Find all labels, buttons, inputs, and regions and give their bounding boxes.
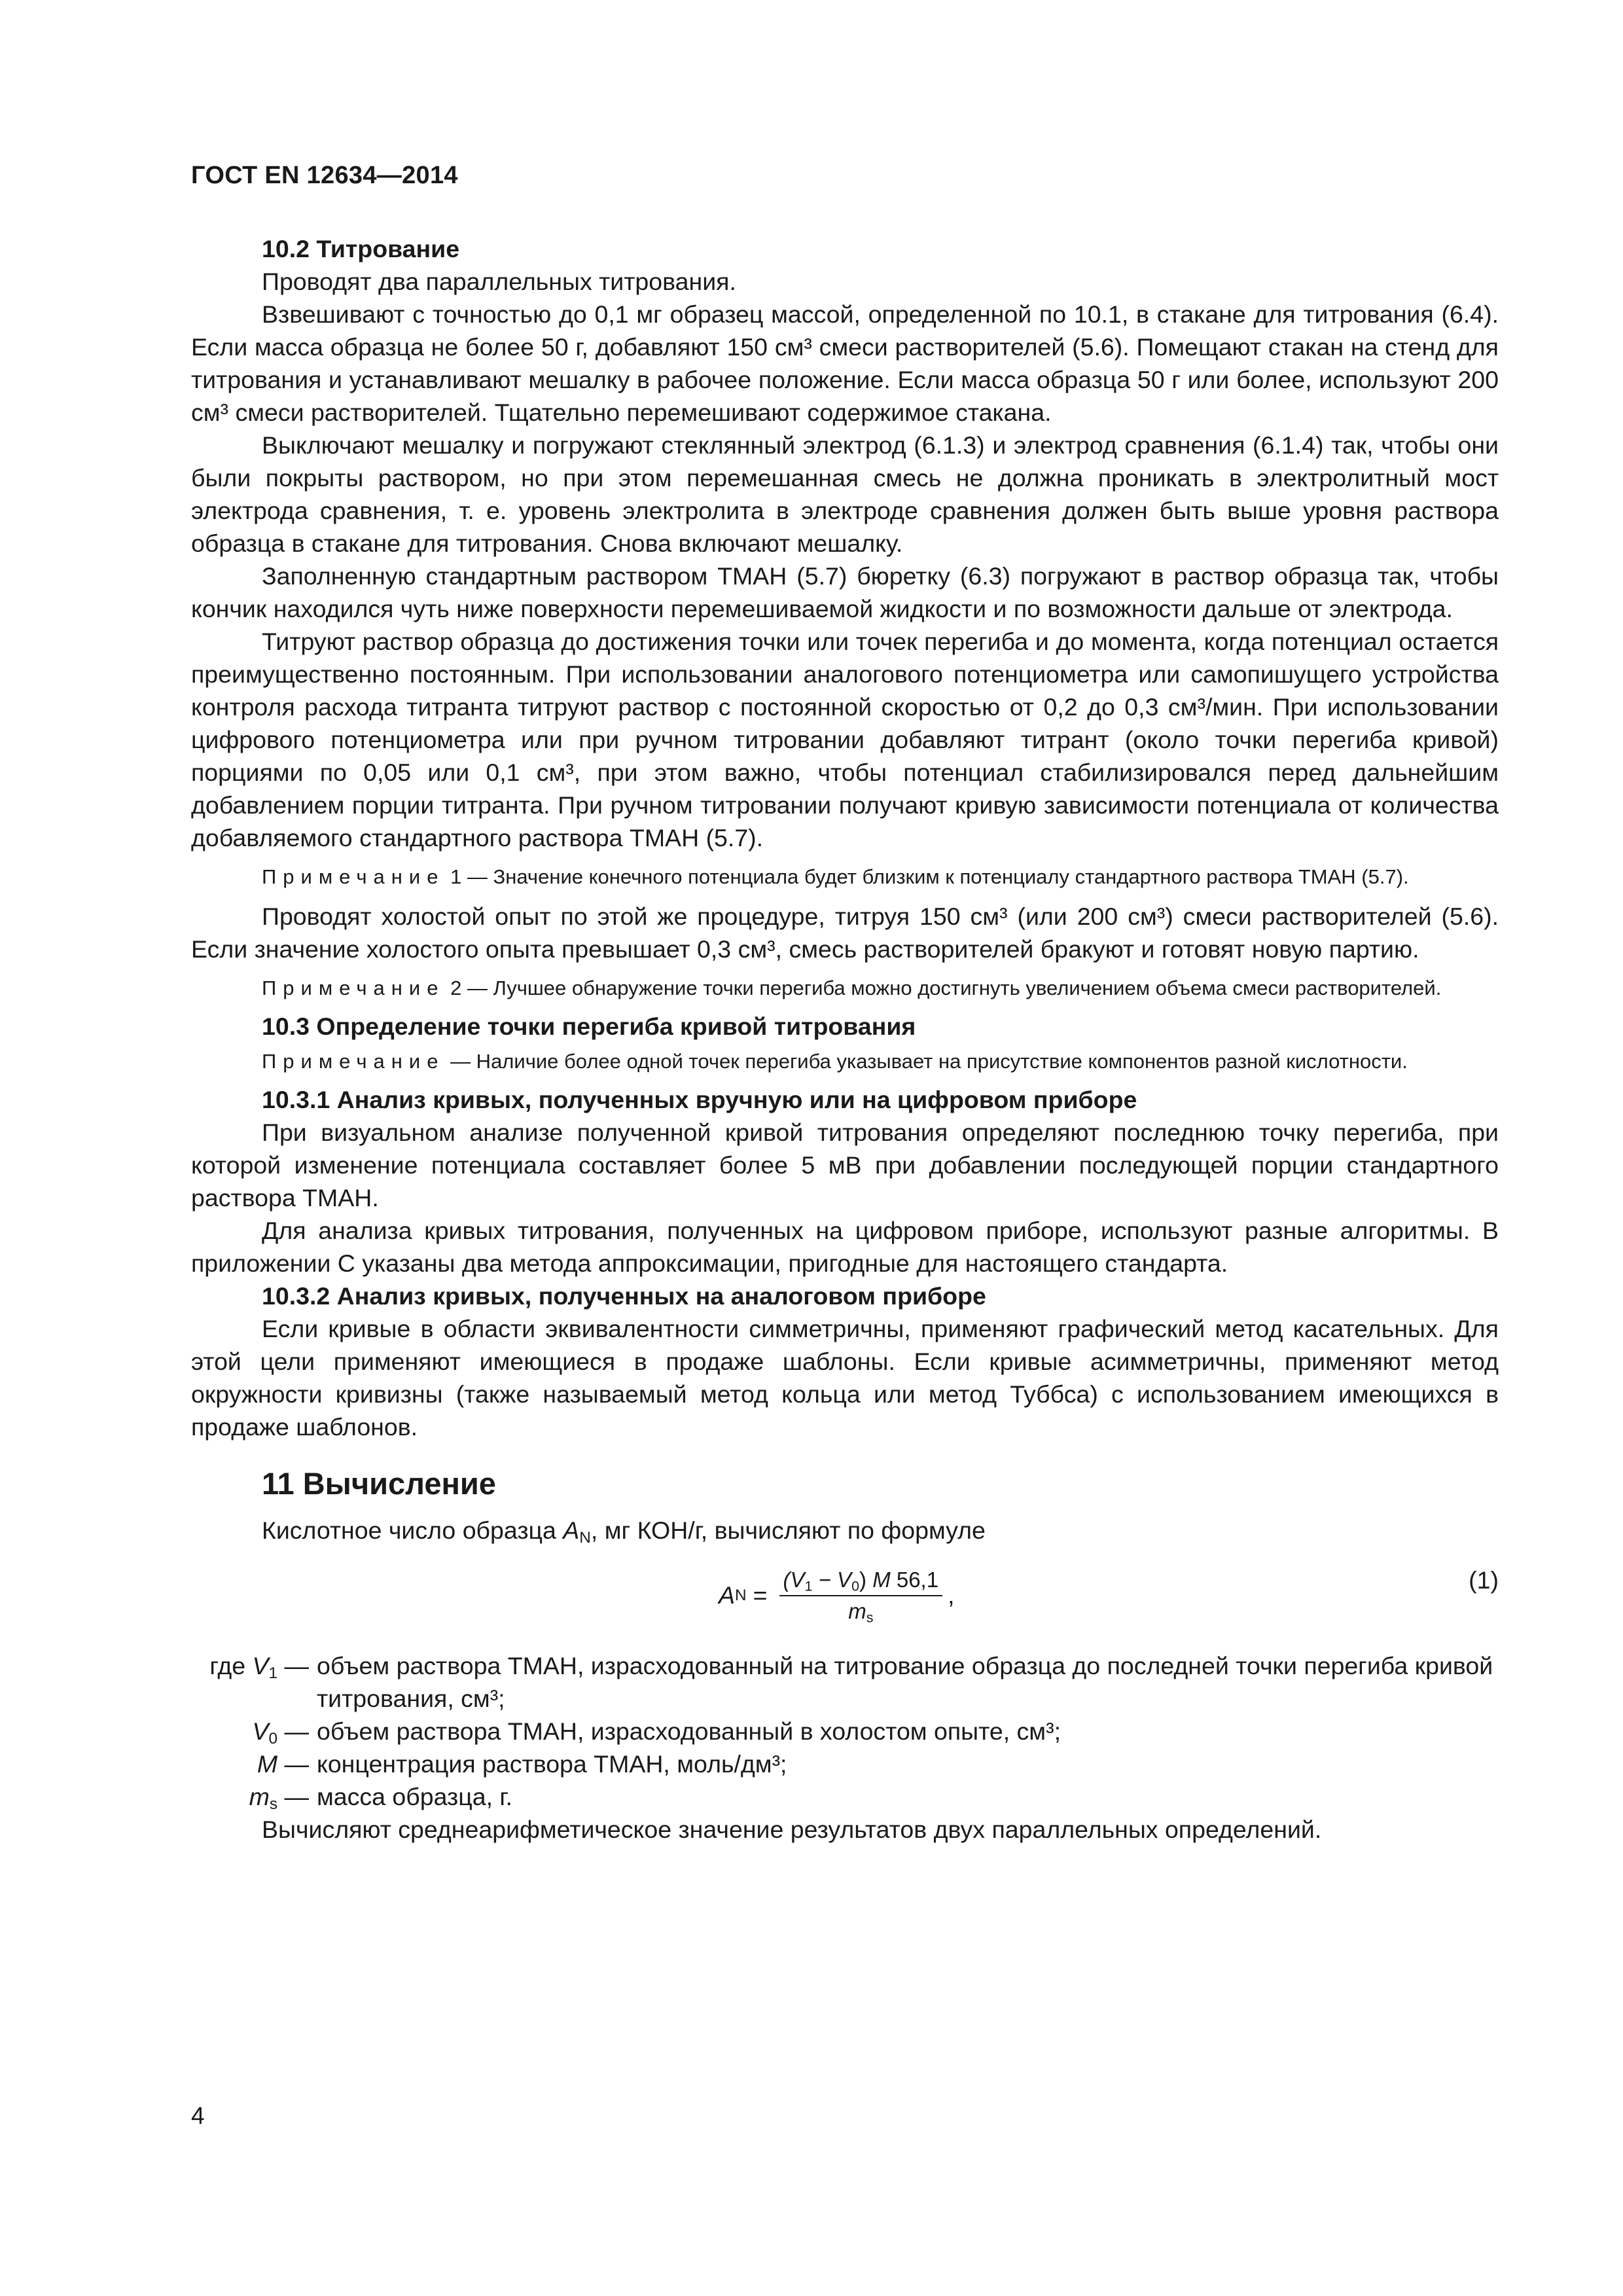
legend-sub: 0 [268,1730,278,1748]
closing-paragraph: Вычисляют среднеарифметическое значение результатов двух параллельных определений. [262,1816,1322,1843]
legend-row [191,1649,1499,1715]
num-m: M [872,1567,891,1592]
legend-dash: — [277,1652,309,1679]
paragraph: Проводят холостой опыт по этой же процедуре, титруя 150 см³ (или 200 см³) смеси растворителей (5.6). Если значение холостого опыта превышает 0,3 см³, смесь растворителей бракуют и готовят новую партию. [191,903,1499,963]
legend-symbol [191,1780,309,1813]
section-11-title: 11 Вычисление [262,1466,496,1501]
note-text: 1 — Значение конечного потенциала будет близким к потенциалу стандартного раствора ТМАН (5.7). [450,865,1409,888]
legend-sub: 1 [268,1664,278,1683]
legend-text: объем раствора ТМАН, израсходованный в холостом опыте, см³; [317,1717,1061,1745]
den-m: m [848,1598,866,1623]
legend-sym: V [252,1717,269,1745]
legend-sym: V [252,1652,269,1679]
legend-dash: — [277,1783,309,1810]
variable-legend [191,1649,1499,1813]
section-10-3-2-title: 10.3.2 Анализ кривых, полученных на аналоговом приборе [262,1282,986,1310]
formula-numerator [779,1568,943,1596]
num-v0-sub: 0 [851,1577,860,1594]
note-text: — Наличие более одной точек перегиба указывает на присутствие компонентов разной кислотности. [450,1050,1408,1073]
paragraph: Титруют раствор образца до достижения точки или точек перегиба и до момента, когда потенциал остается преимущественно постоянным. При использовании аналогового потенциометра или самопишущего устройства контроля расхода титранта титруют раствор с постоянной скоростью от 0,2 до 0,3 см³/мин. При использовании цифрового потенциометра или при ручном титровании добавляют титрант (около точки перегиба кривой) порциями по 0,05 или 0,1 см³, при этом важно, чтобы потенциал стабилизировался перед дальнейшим добавлением порции титранта. При ручном титровании получают кривую зависимости потенциала от количества добавляемого стандартного раствора ТМАН (5.7). [191,628,1499,852]
formula-lhs: A [719,1581,736,1609]
legend-row [191,1748,1499,1780]
formula-equals: = [753,1581,768,1609]
formula-comma: , [948,1581,955,1609]
legend-text: объем раствора ТМАН, израсходованный на титрование образца до последней точки перегиба кривой титрования, см³; [317,1652,1493,1712]
legend-symbol [191,1649,309,1715]
intro-text-end: , мг КОН/г, вычисляют по формуле [590,1516,986,1544]
legend-symbol [191,1748,309,1780]
note-2 [191,975,1499,1002]
num-const: 56,1 [890,1567,939,1592]
num-v0: − V [812,1567,852,1592]
legend-row [191,1715,1499,1748]
paragraph: Для анализа кривых титрования, полученных на цифровом приборе, используют разные алгоритмы. В приложении С указаны два метода аппроксимации, пригодные для настоящего стандарта. [191,1217,1499,1277]
equation-number: (1) [1469,1566,1499,1594]
section-10-2-title: 10.2 Титрование [262,235,460,262]
legend-text: масса образца, г. [317,1783,512,1810]
note-label: Примечание [262,865,445,888]
legend-sym: m [249,1783,270,1810]
note-text: 2 — Лучшее обнаружение точки перегиба можно достигнуть увеличением объема смеси растворителей. [450,977,1442,999]
standard-header: ГОСТ EN 12634—2014 [191,162,458,189]
intro-text: Кислотное число образца [262,1516,563,1544]
legend-dash: — [277,1750,309,1778]
symbol-a: A [563,1516,580,1544]
symbol-a-subscript: N [579,1529,591,1547]
formula-denominator [848,1596,873,1624]
note-10-3 [191,1048,1499,1075]
paragraph: Заполненную стандартным раствором ТМАН (5.7) бюретку (6.3) погружают в раствор образца так, чтобы кончик находился чуть ниже поверхности перемешиваемой жидкости и по возможности дальше от электрода. [191,562,1499,622]
den-m-sub: s [866,1609,874,1625]
legend-text: концентрация раствора ТМАН, моль/дм³; [317,1750,787,1778]
paragraph: При визуальном анализе полученной кривой титрования определяют последнюю точку перегиба, при которой изменение потенциала составляет более 5 мВ при добавлении последующей порции стандартного раствора ТМАН. [191,1119,1499,1211]
paragraph: Проводят два параллельных титрования. [262,268,736,295]
section-10-3-title: 10.3 Определение точки перегиба кривой титрования [262,1013,916,1040]
legend-symbol [191,1715,309,1748]
formula-block [191,1554,1499,1643]
legend-sym: M [257,1750,278,1778]
where-label: где [209,1652,246,1679]
legend-row [191,1780,1499,1813]
paragraph: Взвешивают с точностью до 0,1 мг образец массой, определенной по 10.1, в стакане для титрования (6.4). Если масса образца не более 50 г, добавляют 150 см³ смеси растворителей (5.6). Помещают стакан на стенд для титрования и устанавливают мешалку в рабочее положение. Если масса образца 50 г или более, используют 200 см³ смеси растворителей. Тщательно перемешивают содержимое стакана. [191,300,1499,426]
paragraph: Если кривые в области эквивалентности симметричны, применяют графический метод касательных. Для этой цели применяют имеющиеся в продаже шаблоны. Если кривые асимметричны, применяют метод окружности кривизны (также называемый метод кольца или метод Туббса) с использованием имеющихся в продаже шаблонов. [191,1315,1499,1441]
formula: A N = $\frac{(V_1 - V_0) M 56,1}{m_s}$ , [719,1567,955,1625]
num-v1: (V [783,1567,805,1592]
legend-dash: — [277,1717,309,1745]
section-10-3-1-title: 10.3.1 Анализ кривых, полученных вручную или на цифровом приборе [262,1086,1137,1113]
legend-sub: s [269,1795,278,1814]
note-label: Примечание [262,977,445,999]
page-number: 4 [191,2102,205,2129]
page-body [191,232,1499,1846]
note-1 [191,863,1499,891]
note-label: Примечание [262,1050,445,1073]
formula-intro [191,1514,1499,1547]
num-close: ) [859,1567,873,1592]
num-v1-sub: 1 [804,1577,813,1594]
formula-fraction [779,1568,943,1624]
paragraph: Выключают мешалку и погружают стеклянный электрод (6.1.3) и электрод сравнения (6.1.4) так, чтобы они были покрыты раствором, но при этом перемешанная смесь не должна проникать в электролитный мост электрода сравнения, т. е. уровень электролита в электроде сравнения должен быть выше уровня раствора образца в стакане для титрования. Снова включают мешалку. [191,431,1499,557]
